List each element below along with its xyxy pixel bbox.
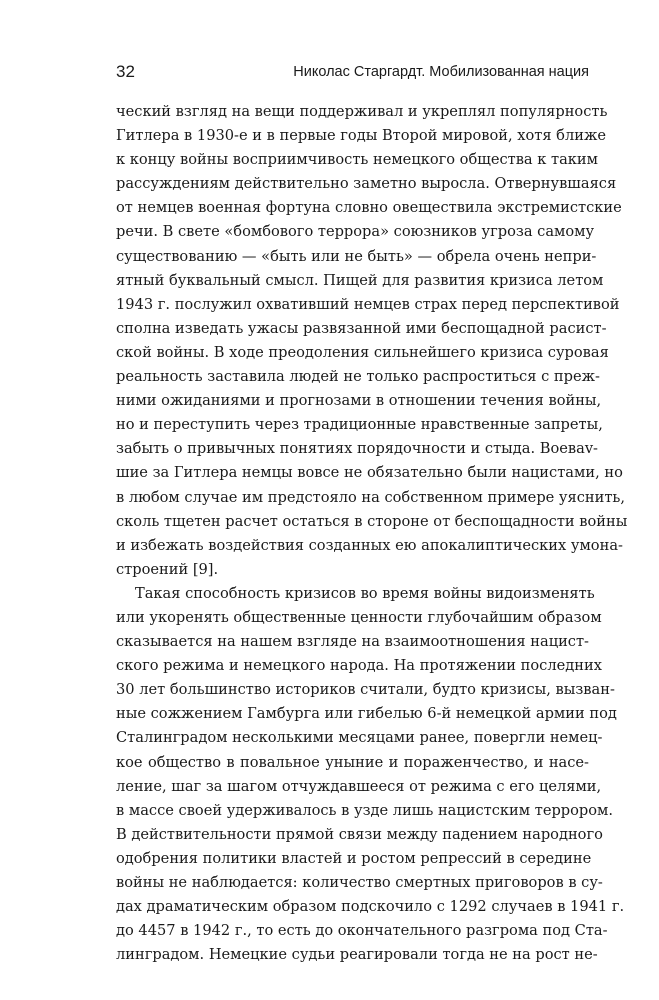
paragraph-2 (116, 582, 625, 968)
text-line: ской войны. В ходе преодоления сильнейшего кризиса суровая (116, 343, 609, 361)
text-line: ческий взгляд на вещи поддерживал и укреплял популярность (116, 103, 608, 120)
text-line: Гитлера в 1930-е и в первые годы Второй мировой, хотя ближе (116, 127, 607, 145)
text-line: реальность заставила людей не только распроститься с преж- (116, 368, 600, 386)
text-line: до 4457 в 1942 г., то есть до окончательного разгрома под Ста- (116, 922, 608, 940)
text-line: шие за Гитлера немцы вовсе не обязательно были нацистами, но (116, 464, 623, 482)
text-line: сколь тщетен расчет остаться в стороне от беспощадности войны (116, 512, 628, 530)
text-line: или укоренять общественные ценности глубочайшим образом (116, 608, 602, 626)
text-line: сполна изведать ужасы развязанной ими беспощадной расист- (116, 319, 607, 337)
text-line: Сталинградом несколькими месяцами ранее, повергли немец- (116, 729, 603, 747)
text-line: ятный буквальный смысл. Пищей для развития кризиса летом (116, 271, 604, 289)
paragraph-1 (116, 100, 628, 582)
text-line: одобрения политики властей и ростом репрессий в середине (116, 849, 592, 867)
text-line: Такая способность кризисов во время войны видоизменять (135, 584, 595, 602)
text-line: В действительности прямой связи между падением народного (116, 825, 603, 843)
text-line: дах драматическим образом подскочило с 1292 случаев в 1941 г. (116, 898, 625, 916)
running-title: Николас Старгардт. Мобилизованная нация (293, 64, 589, 80)
text-line: сказывается на нашем взгляде на взаимоотношения нацист- (116, 633, 589, 651)
text-line: ные сожжением Гамбурга или гибелью 6-й немецкой армии под (116, 705, 617, 723)
text-line: ского режима и немецкого народа. На протяжении последних (116, 657, 602, 675)
text-line: от немцев военная фортуна словно овеществила экстремистские (116, 199, 622, 217)
text-line: в массе своей удерживалось в узде лишь нацистским террором. (116, 801, 614, 819)
text-line: забыть о привычных понятиях порядочности и стыда. Воеваv- (116, 440, 598, 458)
running-head (116, 62, 589, 86)
text-line: кое общество в повальное уныние и пораженчество, и насе- (116, 753, 589, 771)
text-line: речи. В свете «бомбового террора» союзников угроза самому (116, 223, 595, 241)
body-text (116, 100, 628, 967)
text-line: войны не наблюдается: количество смертных приговоров в су- (116, 874, 603, 891)
text-line: ление, шаг за шагом отчуждавшееся от режима с его целями, (116, 777, 602, 795)
text-line: но и переступить через традиционные нравственные запреты, (116, 416, 603, 434)
text-line: строений [9]. (116, 560, 219, 578)
text-line: 1943 г. послужил охвативший немцев страх перед перспективой (116, 295, 620, 313)
text-line: ними ожиданиями и прогнозами в отношении течения войны, (116, 392, 602, 410)
text-line: линградом. Немецкие судьи реагировали тогда не на рост не- (116, 946, 598, 964)
text-line: рассуждениям действительно заметно выросла. Отвернувшаяся (116, 175, 617, 193)
text-line: к концу войны восприимчивость немецкого общества к таким (116, 151, 598, 169)
page-number: 32 (116, 62, 135, 81)
text-line: и избежать воздействия созданных ею апокалиптических умона- (116, 536, 623, 554)
text-line: существованию — «быть или не быть» — обрела очень непри- (116, 247, 597, 265)
text-line: в любом случае им предстояло на собственном примере уяснить, (116, 488, 626, 506)
text-line: 30 лет большинство историков считали, будто кризисы, вызван- (116, 681, 615, 699)
